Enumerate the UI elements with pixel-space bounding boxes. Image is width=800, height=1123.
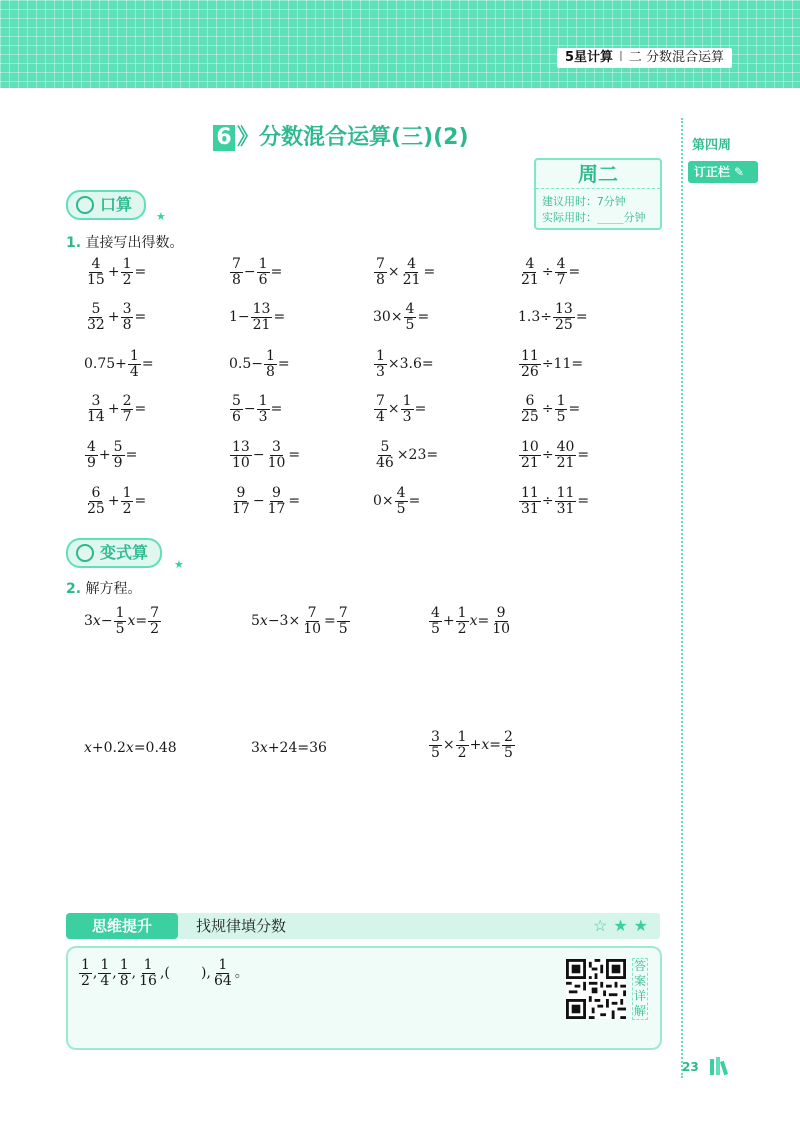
- exercise: 1− $\frac{13}{21}$ =: [229, 301, 286, 333]
- title-arrow-icon: 》: [237, 125, 260, 150]
- exercise: $\frac{6}{25}$ ÷ $\frac{1}{5}$ =: [521, 393, 581, 425]
- exercise: $\frac{7}{4}$ × $\frac{1}{3}$ =: [376, 393, 427, 425]
- star-icon: ★: [156, 210, 166, 223]
- exercise: $\frac{11}{31}$ ÷ $\frac{11}{31}$ =: [521, 485, 590, 517]
- exercise: $\frac{11}{26}$ ÷11=: [521, 348, 584, 380]
- variant-tab-label: 变式算: [100, 543, 149, 562]
- question-1-number: 1.: [66, 235, 82, 251]
- thinking-header: [66, 913, 660, 939]
- book-name: 5星计算: [564, 50, 614, 65]
- section-tab-oral: [66, 190, 146, 220]
- exercise: $\frac{4}{9}$ + $\frac{5}{9}$ =: [87, 439, 138, 471]
- question-2-number: 2.: [66, 581, 82, 597]
- correction-label: 订正栏: [694, 165, 731, 179]
- margin-divider: [681, 118, 683, 1078]
- page-title: [213, 120, 469, 151]
- exercise: $\frac{9}{17}$ − $\frac{9}{17}$ =: [232, 485, 301, 517]
- qr-code-icon: [566, 958, 626, 1020]
- breadcrumb: [557, 48, 732, 68]
- equation: $\frac{4}{5}$ + $\frac{1}{2}$ x= $\frac{9}{10}$: [431, 605, 511, 637]
- correction-column-tag: [688, 161, 758, 183]
- breadcrumb-separator: I: [619, 50, 623, 65]
- question-1: [66, 232, 184, 252]
- day-label: 周二: [536, 160, 660, 189]
- exercise: $\frac{13}{10}$ − $\frac{3}{10}$ =: [232, 439, 301, 471]
- exercise: $\frac{6}{25}$ + $\frac{1}{2}$ =: [87, 485, 147, 517]
- exercise: 1.3÷ $\frac{13}{25}$ =: [518, 301, 588, 333]
- thinking-tag: 思维提升: [66, 913, 178, 939]
- day-card: [534, 158, 662, 230]
- sequence-problem: $\frac{1}{2}$ , $\frac{1}{4}$ , $\frac{1}{8}$ , $\frac{1}{16}$ ,( ), $\frac{1}{64}$ 。: [81, 957, 249, 989]
- chapter-name: 二 分数混合运算: [628, 50, 724, 65]
- exercise: $\frac{4}{15}$ + $\frac{1}{2}$ =: [87, 256, 147, 288]
- exercise: $\frac{4}{21}$ ÷ $\frac{4}{7}$ =: [521, 256, 581, 288]
- exercise: $\frac{5}{46}$ ×23=: [376, 439, 439, 471]
- exercise: 0× $\frac{4}{5}$ =: [373, 485, 421, 517]
- book-stack-icon: [708, 1056, 738, 1076]
- exercise: $\frac{1}{3}$ ×3.6=: [376, 348, 434, 380]
- equation: $\frac{3}{5}$ × $\frac{1}{2}$ +x= $\frac{2}{5}$: [431, 729, 513, 761]
- question-1-text: 直接写出得数。: [85, 235, 184, 251]
- star-icon: ★: [174, 558, 184, 571]
- week-label: 第四周: [692, 138, 732, 153]
- suggested-time: 建议用时：7分钟: [542, 195, 626, 208]
- exercise: $\frac{5}{32}$ + $\frac{3}{8}$ =: [87, 301, 147, 333]
- target-icon: [76, 544, 94, 562]
- answer-detail-label: 答案详解: [633, 959, 646, 1018]
- exercise: 0.75+ $\frac{1}{4}$ =: [84, 348, 154, 380]
- oral-tab-label: 口算: [100, 195, 133, 214]
- difficulty-stars: ☆★★: [592, 916, 654, 935]
- equation: 3x− $\frac{1}{5}$ x= $\frac{7}{2}$: [84, 605, 160, 637]
- exercise: $\frac{7}{8}$ × $\frac{4}{21}$ =: [376, 256, 436, 288]
- equation: 3x+24=36: [251, 740, 327, 756]
- equation: 5x−3× $\frac{7}{10}$ = $\frac{7}{5}$: [251, 605, 348, 637]
- exercise: 0.5− $\frac{1}{8}$ =: [229, 348, 290, 380]
- timer-icon: [76, 196, 94, 214]
- exercise: $\frac{10}{21}$ ÷ $\frac{40}{21}$ =: [521, 439, 590, 471]
- exercise: 30× $\frac{4}{5}$ =: [373, 301, 430, 333]
- section-tab-variant: [66, 538, 162, 568]
- question-2-text: 解方程。: [85, 581, 142, 597]
- lesson-title: 分数混合运算(三)(2): [259, 125, 469, 150]
- actual-time: 实际用时：____分钟: [542, 211, 646, 224]
- thinking-subtitle: 找规律填分数: [196, 917, 287, 935]
- pencil-icon: ✎: [734, 165, 745, 179]
- exercise: $\frac{3}{14}$ + $\frac{2}{7}$ =: [87, 393, 147, 425]
- page-number: 23: [682, 1060, 699, 1074]
- exercise: $\frac{7}{8}$ − $\frac{1}{6}$ =: [232, 256, 283, 288]
- exercise: $\frac{5}{6}$ − $\frac{1}{3}$ =: [232, 393, 283, 425]
- equation: x+0.2x=0.48: [84, 740, 177, 756]
- lesson-number: 6: [213, 125, 235, 151]
- question-2: [66, 578, 142, 598]
- header-band: [0, 0, 800, 88]
